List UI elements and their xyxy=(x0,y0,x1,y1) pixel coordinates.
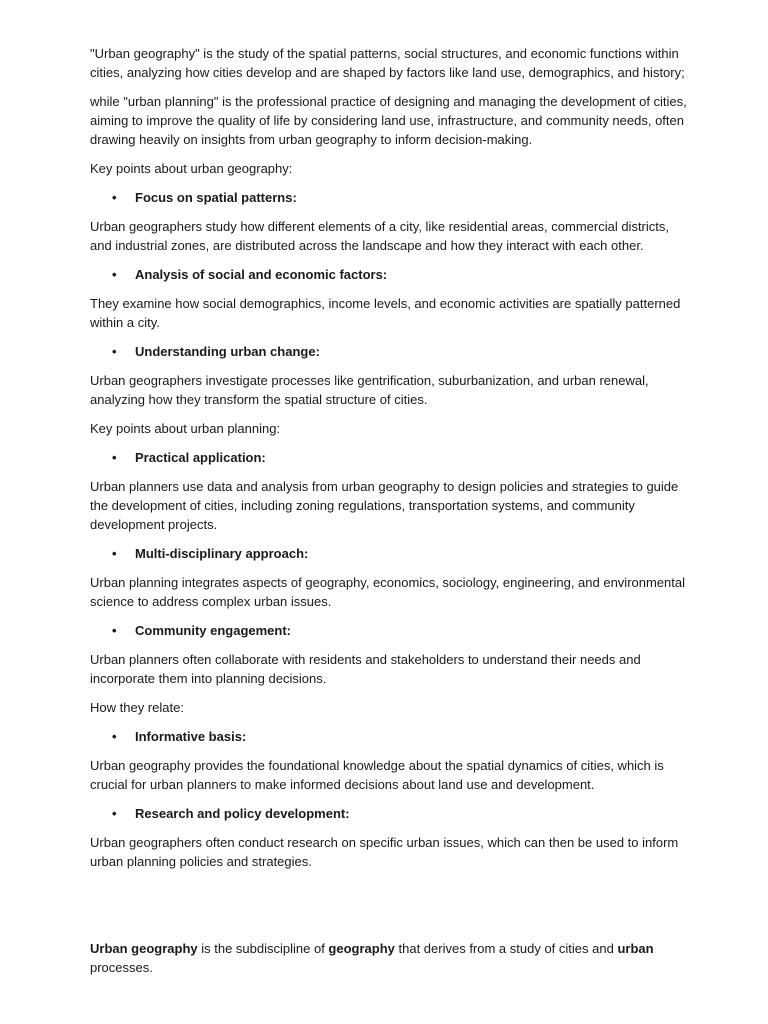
bullet-body: Urban geographers investigate processes like gentrification, suburbanization, and urban renewal, analyzing how they transform the spatial structure of cities. xyxy=(90,373,649,407)
bullet-body: Urban geography provides the foundational knowledge about the spatial dynamics of cities, which is crucial for urban planners to make informed decisions about land use and development. xyxy=(90,758,664,792)
bullet-body: They examine how social demographics, income levels, and economic activities are spatially patterned within a city. xyxy=(90,296,681,330)
geography-heading: Key points about urban geography: xyxy=(90,161,293,176)
bullet-title: Focus on spatial patterns: xyxy=(135,190,297,205)
bullet-icon: • xyxy=(112,344,117,359)
bullet-icon: • xyxy=(112,546,117,561)
bullet-item xyxy=(90,265,690,284)
definition-text: that derives from a study of cities and xyxy=(394,941,618,956)
definition-term: urban xyxy=(617,941,654,956)
intro-paragraph-1: "Urban geography" is the study of the spatial patterns, social structures, and economic functions within cities, analyzing how cities develop and are shaped by factors like land use, demographics, and history; xyxy=(90,46,685,80)
bullet-icon: • xyxy=(112,729,117,744)
spacer xyxy=(90,881,690,939)
bullet-item xyxy=(90,804,690,823)
relation-heading: How they relate: xyxy=(90,700,184,715)
definition-term: geography xyxy=(328,941,395,956)
document-page xyxy=(90,44,690,987)
bullet-item xyxy=(90,621,690,640)
definition-term: Urban geography xyxy=(90,941,198,956)
bullet-title: Practical application: xyxy=(135,450,266,465)
bullet-item xyxy=(90,448,690,467)
bullet-icon: • xyxy=(112,623,117,638)
bullet-icon: • xyxy=(112,190,117,205)
intro-paragraph-2: while "urban planning" is the professional practice of designing and managing the development of cities, aiming to improve the quality of life by considering land use, infrastructure, and community needs, often drawing heavily on insights from urban geography to inform decision-making. xyxy=(90,94,687,147)
bullet-item xyxy=(90,544,690,563)
bullet-icon: • xyxy=(112,806,117,821)
bullet-body: Urban geographers often conduct research on specific urban issues, which can then be used to inform urban planning policies and strategies. xyxy=(90,835,679,869)
bullet-body: Urban planners often collaborate with residents and stakeholders to understand their needs and incorporate them into planning decisions. xyxy=(90,652,641,686)
bullet-body: Urban planners use data and analysis from urban geography to design policies and strategies to guide the development of cities, including zoning regulations, transportation systems, and community development projects. xyxy=(90,479,679,532)
bullet-body: Urban geographers study how different elements of a city, like residential areas, commercial districts, and industrial zones, are distributed across the landscape and how they interact with each other. xyxy=(90,219,670,253)
bullet-item xyxy=(90,727,690,746)
bullet-title: Research and policy development: xyxy=(135,806,350,821)
bullet-title: Analysis of social and economic factors: xyxy=(135,267,388,282)
bullet-body: Urban planning integrates aspects of geography, economics, sociology, engineering, and environmental science to address complex urban issues. xyxy=(90,575,685,609)
definition-text: processes. xyxy=(90,960,153,975)
bullet-icon: • xyxy=(112,450,117,465)
bullet-icon: • xyxy=(112,267,117,282)
bullet-item xyxy=(90,188,690,207)
bullet-title: Informative basis: xyxy=(135,729,247,744)
bullet-title: Community engagement: xyxy=(135,623,292,638)
bullet-title: Understanding urban change: xyxy=(135,344,320,359)
planning-heading: Key points about urban planning: xyxy=(90,421,281,436)
bullet-title: Multi-disciplinary approach: xyxy=(135,546,309,561)
definition-paragraph xyxy=(90,939,690,977)
definition-text: is the subdiscipline of xyxy=(197,941,329,956)
bullet-item xyxy=(90,342,690,361)
